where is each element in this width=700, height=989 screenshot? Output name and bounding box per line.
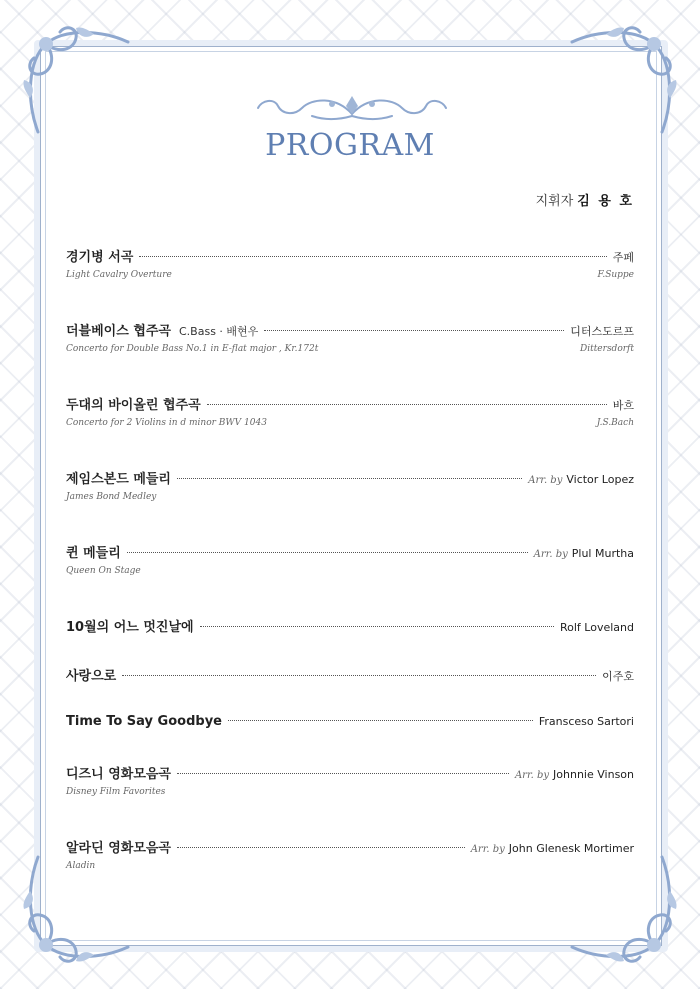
piece-title-ko: 10월의 어느 멋진날에 bbox=[66, 620, 194, 635]
conductor-name: 김 용 호 bbox=[577, 194, 634, 209]
program-item bbox=[66, 468, 634, 542]
program-item bbox=[66, 616, 634, 665]
page-title: PROGRAM bbox=[265, 128, 435, 163]
program-item bbox=[66, 394, 634, 468]
piece-title-en: James Bond Medley bbox=[66, 492, 157, 502]
piece-title-ko: 사랑으로 bbox=[66, 669, 117, 684]
dot-leader bbox=[264, 330, 564, 331]
dot-leader bbox=[207, 404, 607, 405]
dot-leader bbox=[127, 552, 528, 553]
arranger-prefix: Arr. by bbox=[470, 844, 505, 855]
composer-name: 디터스도르프 bbox=[570, 325, 634, 338]
dot-leader bbox=[122, 675, 596, 676]
piece-title-en: Concerto for 2 Violins in d minor BWV 1043 bbox=[66, 418, 267, 428]
piece-title-ko: 경기병 서곡 bbox=[66, 250, 134, 265]
piece-title-ko: 퀸 메들리 bbox=[66, 546, 121, 561]
program-item bbox=[66, 246, 634, 320]
piece-title-ko: 알라딘 영화모음곡 bbox=[66, 841, 171, 856]
dot-leader bbox=[177, 773, 509, 774]
program-list bbox=[66, 246, 634, 911]
composer-name: Victor Lopez bbox=[566, 473, 634, 486]
title-flourish-icon bbox=[252, 92, 452, 124]
piece-title-en: Concerto for Double Bass No.1 in E-flat major , Kr.172t bbox=[66, 344, 319, 354]
composer-name-en: J.S.Bach bbox=[596, 418, 634, 428]
composer-name-en: Dittersdorft bbox=[579, 344, 634, 354]
piece-title-ko: 더블베이스 협주곡 bbox=[66, 324, 171, 339]
piece-title-ko: 제임스본드 메들리 bbox=[66, 472, 171, 487]
composer-name: Plul Murtha bbox=[571, 547, 634, 560]
program-item bbox=[66, 714, 634, 763]
piece-title-en: Aladin bbox=[66, 861, 96, 871]
composer-name: Johnnie Vinson bbox=[553, 768, 634, 781]
composer-name: 바흐 bbox=[612, 399, 634, 412]
conductor-credit bbox=[536, 190, 634, 209]
program-item bbox=[66, 837, 634, 911]
conductor-label: 지휘자 bbox=[535, 194, 574, 209]
arranger-prefix: Arr. by bbox=[514, 770, 550, 781]
dot-leader bbox=[177, 847, 465, 848]
dot-leader bbox=[200, 626, 554, 627]
composer-name: 주페 bbox=[612, 251, 634, 264]
composer-name: John Glenesk Mortimer bbox=[508, 842, 634, 855]
piece-title-en: Light Cavalry Overture bbox=[66, 270, 172, 280]
soloist-credit: C.Bass · 배현우 bbox=[179, 325, 259, 338]
dot-leader bbox=[177, 478, 522, 479]
piece-title-ko: 디즈니 영화모음곡 bbox=[66, 767, 171, 782]
composer-name: 이주호 bbox=[602, 670, 634, 683]
program-item bbox=[66, 542, 634, 616]
dot-leader bbox=[139, 256, 606, 257]
program-item bbox=[66, 320, 634, 394]
corner-flourish-icon bbox=[566, 20, 684, 138]
program-item bbox=[66, 665, 634, 714]
composer-name-en: F.Suppe bbox=[597, 270, 634, 280]
dot-leader bbox=[228, 720, 533, 721]
corner-flourish-icon bbox=[16, 20, 134, 138]
piece-title-ko: 두대의 바이올린 협주곡 bbox=[66, 398, 201, 413]
composer-name: Fransceso Sartori bbox=[538, 715, 634, 728]
program-item bbox=[66, 763, 634, 837]
piece-title-ko: Time To Say Goodbye bbox=[66, 714, 222, 729]
composer-name: Rolf Loveland bbox=[560, 621, 634, 634]
arranger-prefix: Arr. by bbox=[533, 549, 568, 560]
piece-title-en: Queen On Stage bbox=[66, 566, 141, 576]
piece-title-en: Disney Film Favorites bbox=[66, 787, 166, 797]
arranger-prefix: Arr. by bbox=[528, 475, 563, 486]
